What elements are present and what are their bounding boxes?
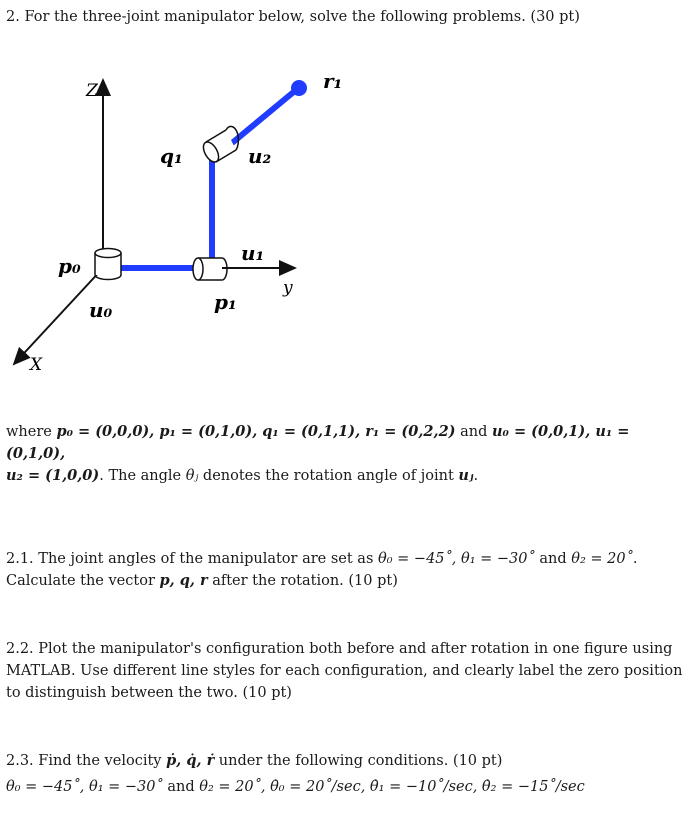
definitions-axis-u2: u₂ = (1,0,0)	[6, 467, 100, 484]
q23-rates: θ₂ = 20˚, θ̇₀ = 20˚/sec, θ̇₁ = −10˚/sec, θ̇₂ = −15˚/sec	[199, 779, 585, 795]
q21-text: after the rotation. (10 pt)	[207, 573, 398, 589]
problem-header	[6, 6, 690, 28]
x-axis-label: X	[30, 355, 43, 375]
link-q1-r1	[226, 90, 296, 148]
joint-u1	[193, 258, 227, 280]
q22-line-2: MATLAB. Use different line styles for each configuration, and clearly label the zero position	[6, 663, 683, 679]
definitions-text: and	[455, 424, 493, 440]
q21-text: and	[534, 551, 572, 567]
q21-text: .	[632, 551, 638, 567]
q1-label: q₁	[160, 144, 183, 168]
p0-label: p₀	[58, 254, 81, 278]
q23-line-1	[6, 750, 690, 772]
manipulator-figure	[0, 40, 695, 380]
q21-angle-2: θ₂ = 20˚	[571, 551, 633, 567]
u0-label: u₀	[89, 298, 113, 322]
q23-text: 2.3. Find the velocity	[6, 753, 167, 769]
joint-u0	[95, 249, 121, 280]
q23-velocities: ṗ, q̇, ṙ	[166, 752, 215, 769]
definitions-uj: uⱼ	[458, 467, 474, 484]
q21-line-1	[6, 548, 690, 570]
question-2-2	[6, 638, 690, 704]
definitions-line-1	[6, 421, 690, 465]
question-2-1	[6, 548, 690, 592]
definitions-paragraph	[6, 421, 690, 487]
q22-line-1: 2.2. Plot the manipulator's configuration both before and after rotation in one figure using	[6, 641, 673, 657]
definitions-line-2	[6, 465, 690, 487]
q21-line-2	[6, 570, 690, 592]
definitions-axes: u₀ = (0,0,1), u₁ = (0,1,0),	[6, 423, 630, 462]
q23-text: under the following conditions. (10 pt)	[214, 753, 503, 769]
q23-line-2	[6, 776, 690, 798]
u1-label: u₁	[241, 241, 265, 265]
r1-label: r₁	[323, 69, 343, 93]
definitions-points: p₀ = (0,0,0), p₁ = (0,1,0), q₁ = (0,1,1), r₁ = (0,2,2)	[56, 423, 456, 440]
q23-text: and	[162, 779, 200, 795]
q23-angles: θ₀ = −45˚, θ₁ = −30˚	[6, 779, 163, 795]
definitions-text: .	[473, 468, 479, 484]
problem-header-text: 2. For the three-joint manipulator below, solve the following problems. (30 pt)	[6, 9, 580, 25]
definitions-text: where	[6, 424, 57, 440]
q21-text: Calculate the vector	[6, 573, 160, 589]
definitions-theta: θⱼ	[185, 468, 199, 484]
q21-text: 2.1. The joint angles of the manipulator are set as	[6, 551, 379, 567]
joint-u2	[200, 126, 238, 164]
manipulator-links	[115, 80, 307, 268]
q22-line-3: to distinguish between the two. (10 pt)	[6, 685, 292, 701]
u2-label: u₂	[248, 144, 272, 168]
z-axis-label: Z	[86, 81, 98, 101]
end-effector-point	[291, 80, 307, 96]
p1-label: p₁	[214, 290, 237, 314]
question-2-3	[6, 750, 690, 798]
q21-angles: θ₀ = −45˚, θ₁ = −30˚	[378, 551, 535, 567]
definitions-text: denotes the rotation angle of joint	[198, 468, 459, 484]
q21-vectors: p, q, r	[159, 572, 208, 589]
definitions-text: . The angle	[99, 468, 186, 484]
y-axis-label: y	[283, 278, 293, 298]
